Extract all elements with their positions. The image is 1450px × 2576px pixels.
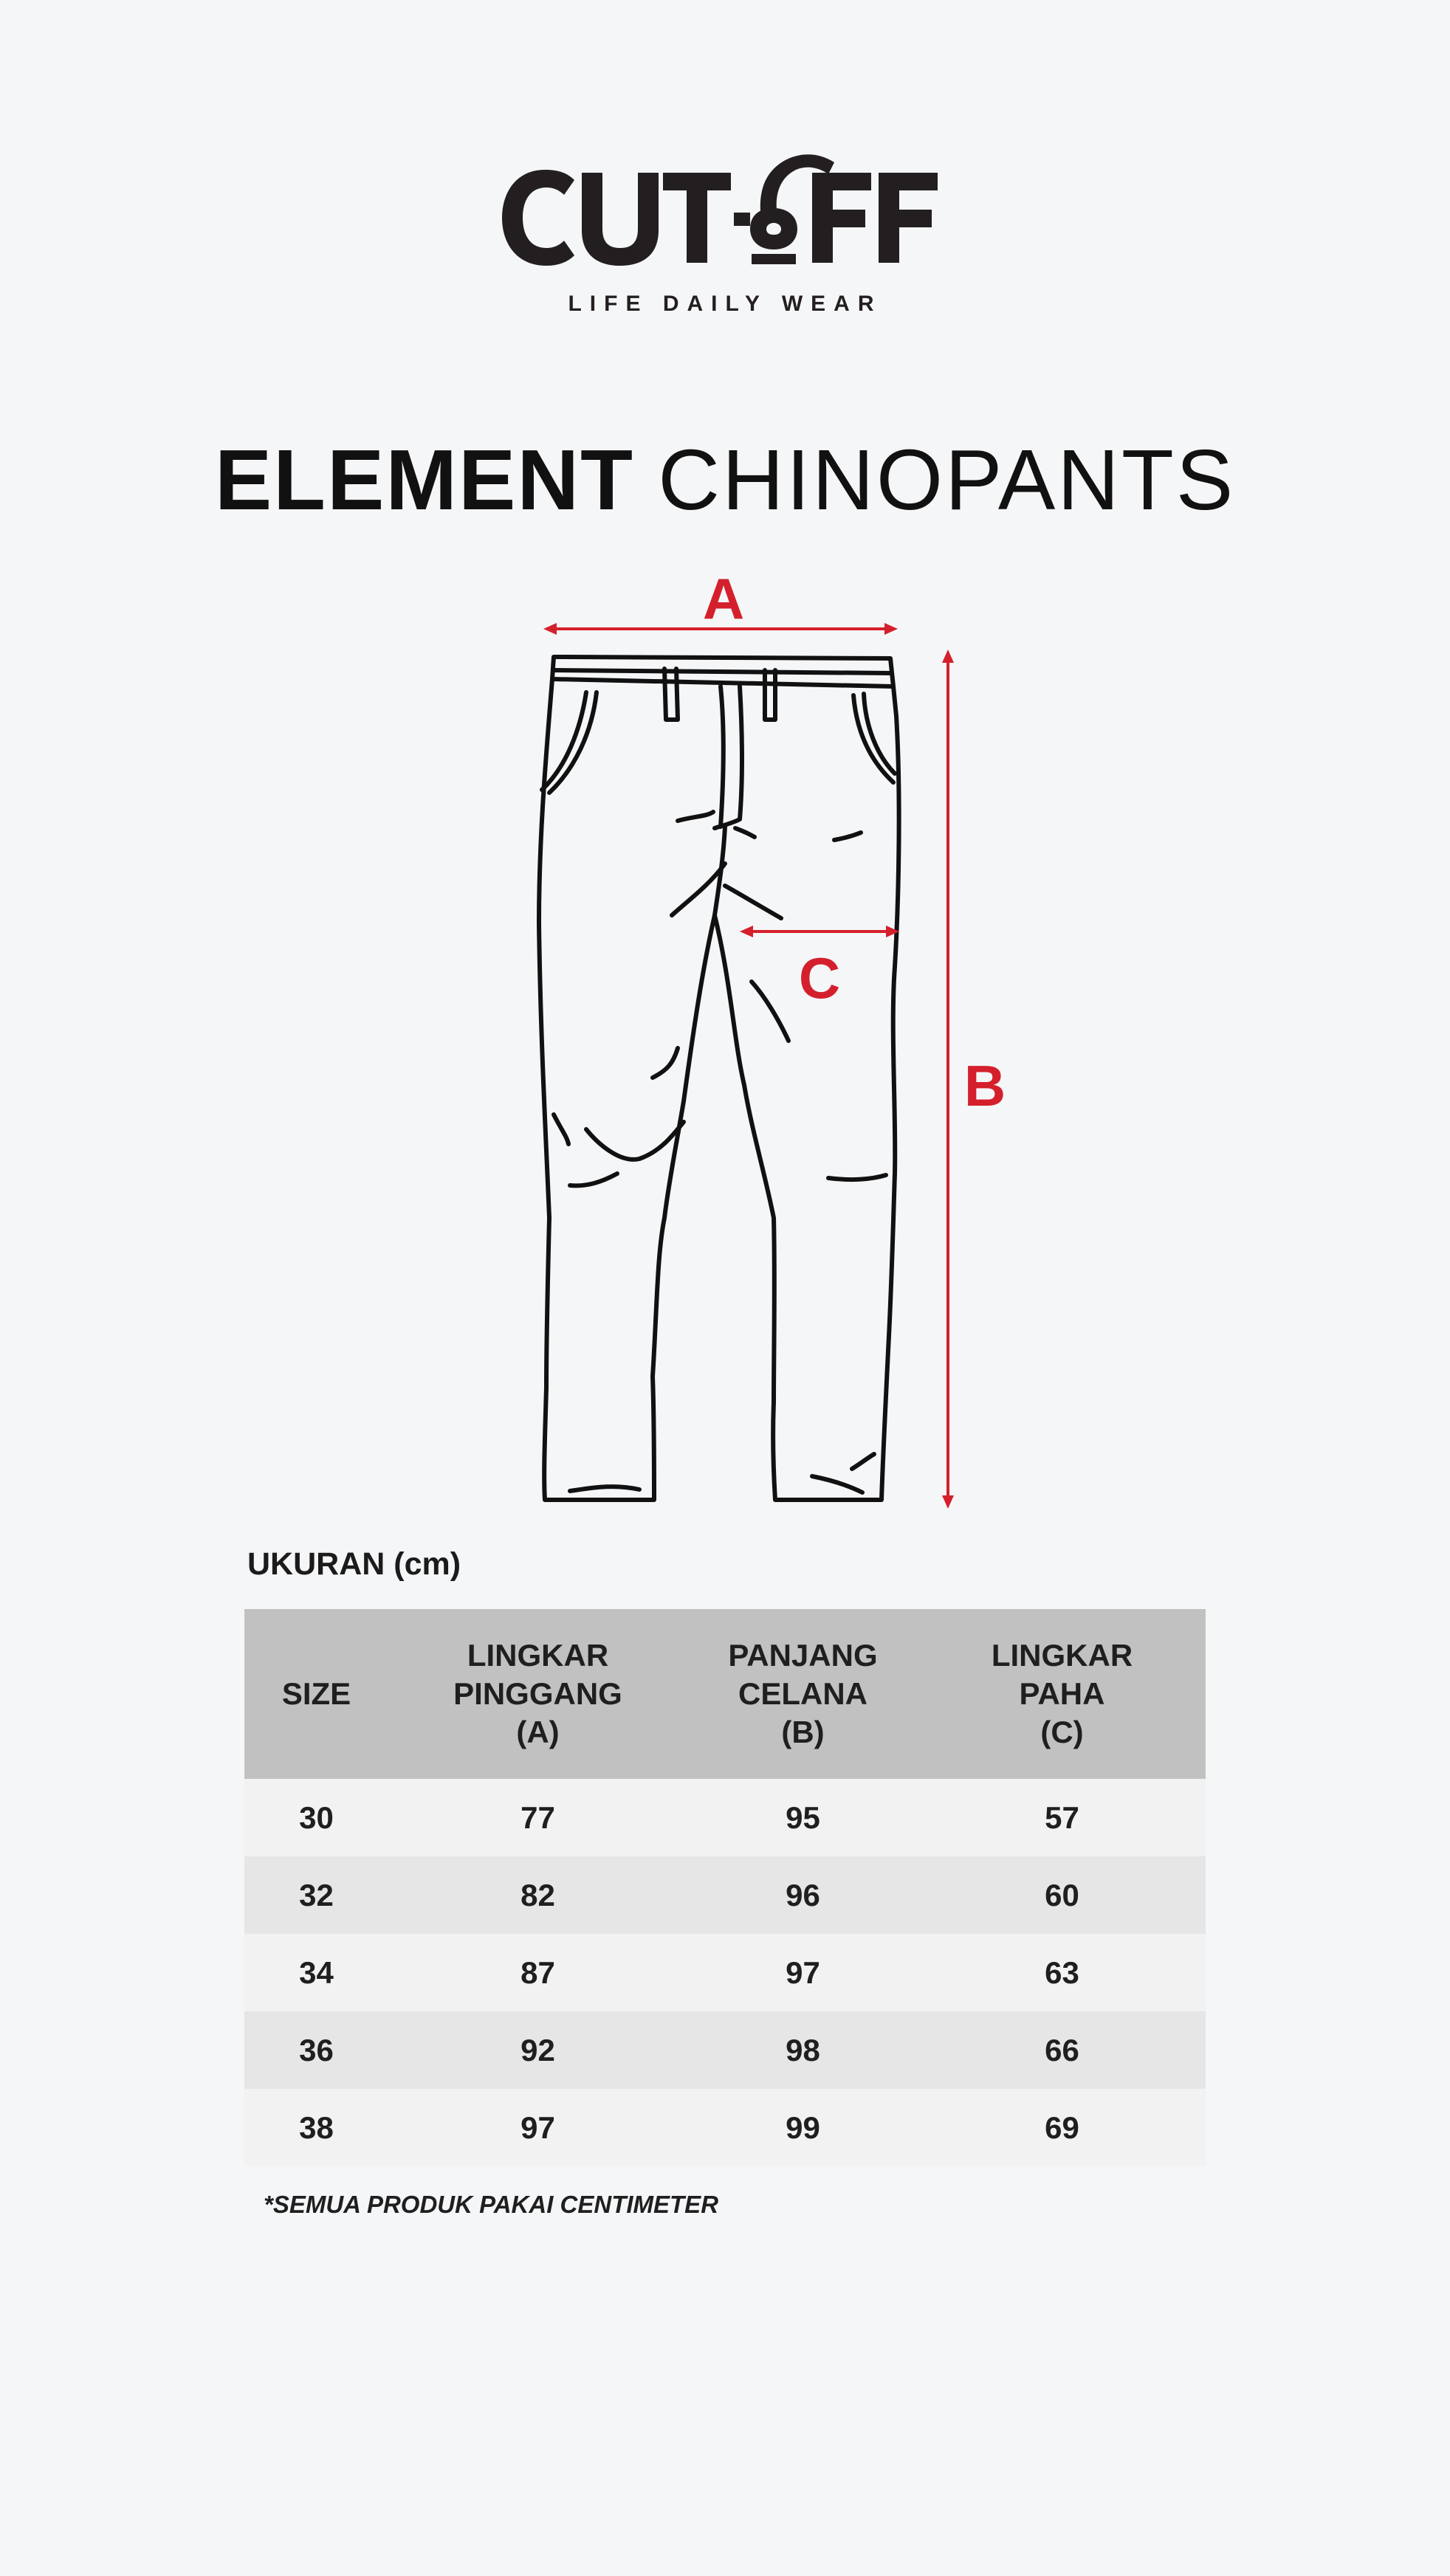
table-row xyxy=(244,1856,1206,1934)
cell-length: 95 xyxy=(687,1779,918,1856)
header-size: SIZE xyxy=(244,1609,388,1779)
cell-thigh: 66 xyxy=(918,2011,1206,2089)
dimension-b-label: B xyxy=(963,1053,1006,1118)
brand-tagline: LIFE DAILY WEAR xyxy=(568,292,882,316)
size-table xyxy=(244,1609,1206,2166)
cell-size: 38 xyxy=(244,2089,388,2166)
cell-thigh: 69 xyxy=(918,2089,1206,2166)
cell-length: 96 xyxy=(687,1856,918,1934)
cell-size: 30 xyxy=(244,1779,388,1856)
table-row xyxy=(244,2089,1206,2166)
cell-thigh: 57 xyxy=(918,1779,1206,1856)
cell-length: 99 xyxy=(687,2089,918,2166)
cell-waist: 92 xyxy=(388,2011,687,2089)
cell-length: 97 xyxy=(687,1934,918,2011)
cell-size: 32 xyxy=(244,1856,388,1934)
cell-waist: 97 xyxy=(388,2089,687,2166)
dimension-b-marker xyxy=(942,650,1006,1509)
brand-logo xyxy=(487,140,960,273)
product-title-light: CHINOPANTS xyxy=(658,432,1236,528)
dimension-a-label: A xyxy=(702,568,745,631)
dimension-a-marker xyxy=(543,568,898,635)
cell-waist: 77 xyxy=(388,1779,687,1856)
cell-thigh: 60 xyxy=(918,1856,1206,1934)
cell-waist: 82 xyxy=(388,1856,687,1934)
pants-measurement-diagram xyxy=(509,568,1011,1513)
table-header-row xyxy=(244,1609,1206,1779)
dimension-c-label: C xyxy=(798,946,841,1010)
cell-size: 34 xyxy=(244,1934,388,2011)
table-row xyxy=(244,2011,1206,2089)
table-row xyxy=(244,1779,1206,1856)
product-title-bold: ELEMENT xyxy=(214,432,635,528)
table-row xyxy=(244,1934,1206,2011)
cell-waist: 87 xyxy=(388,1934,687,2011)
header-length: PANJANG CELANA (B) xyxy=(687,1609,918,1779)
header-waist: LINGKAR PINGGANG (A) xyxy=(388,1609,687,1779)
pants-outline xyxy=(539,657,899,1500)
header-thigh: LINGKAR PAHA (C) xyxy=(918,1609,1206,1779)
product-title xyxy=(0,432,1450,528)
cell-length: 98 xyxy=(687,2011,918,2089)
footnote: *SEMUA PRODUK PAKAI CENTIMETER xyxy=(264,2191,719,2218)
cell-size: 36 xyxy=(244,2011,388,2089)
table-caption: UKURAN (cm) xyxy=(247,1546,461,1582)
cell-thigh: 63 xyxy=(918,1934,1206,2011)
